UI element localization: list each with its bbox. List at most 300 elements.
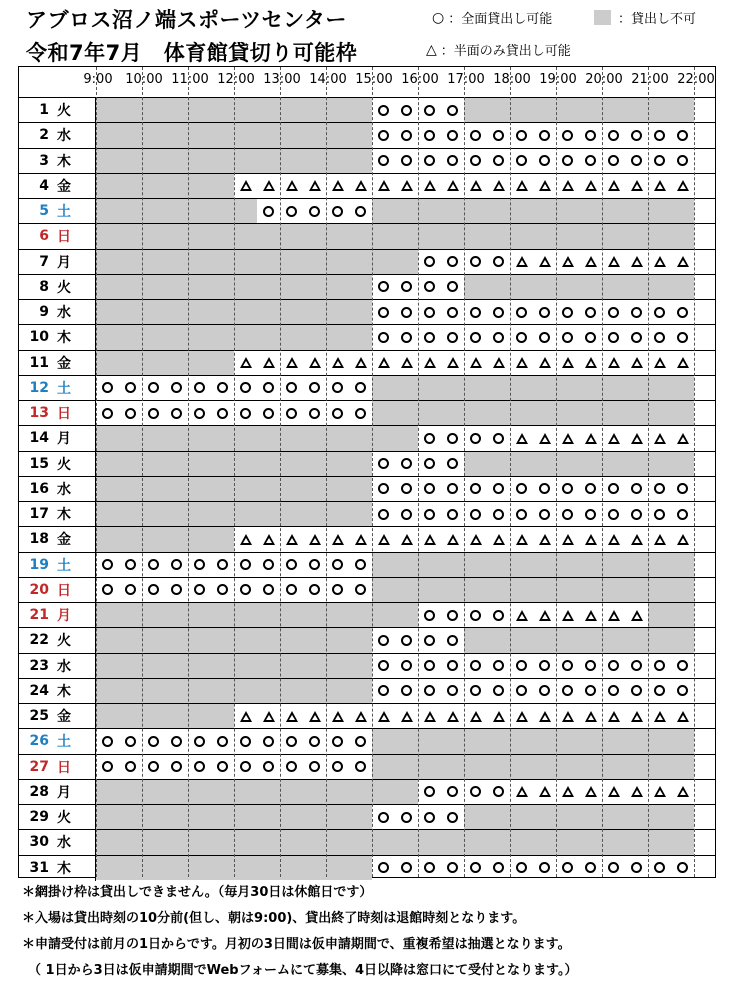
- weekday-label: 火: [57, 633, 71, 650]
- slot-full: [556, 149, 579, 173]
- weekday-label: 金: [57, 709, 71, 726]
- slot-half: [464, 527, 487, 551]
- circle-icon: [401, 483, 412, 494]
- circle-icon: [263, 761, 274, 772]
- slot-half: [533, 704, 556, 728]
- slot-unavailable: [96, 805, 119, 829]
- slot-half: [257, 527, 280, 551]
- slot-full: [188, 578, 211, 602]
- slot-unavailable: [464, 401, 487, 425]
- slot-unavailable: [188, 654, 211, 678]
- circle-icon: [171, 584, 182, 595]
- triangle-icon: [493, 711, 505, 722]
- triangle-icon: [286, 534, 298, 545]
- slot-full: [418, 325, 441, 349]
- circle-icon: [263, 584, 274, 595]
- circle-icon: [401, 862, 412, 873]
- slot-full: [234, 553, 257, 577]
- slot-unavailable: [188, 325, 211, 349]
- slot-unavailable: [533, 452, 556, 476]
- slot-unavailable: [533, 376, 556, 400]
- slot-unavailable: [188, 477, 211, 501]
- slot-unavailable: [211, 199, 234, 223]
- slot-full: [487, 325, 510, 349]
- slot-unavailable: [395, 426, 418, 450]
- circle-icon: [654, 332, 665, 343]
- slot-unavailable: [349, 502, 372, 526]
- slot-unavailable: [96, 830, 119, 854]
- slot-unavailable: [326, 250, 349, 274]
- triangle-icon: [608, 711, 620, 722]
- circle-icon: [493, 256, 504, 267]
- slot-full: [533, 123, 556, 147]
- slot-unavailable: [142, 325, 165, 349]
- slot-unavailable: [165, 477, 188, 501]
- slot-full: [441, 426, 464, 450]
- slot-unavailable: [188, 856, 211, 880]
- slot-unavailable: [326, 452, 349, 476]
- slot-unavailable: [464, 376, 487, 400]
- slot-full: [464, 502, 487, 526]
- circle-icon: [217, 584, 228, 595]
- slot-unavailable: [625, 830, 648, 854]
- slot-half: [648, 704, 671, 728]
- slot-unavailable: [257, 628, 280, 652]
- time-label: 11:00: [171, 72, 209, 87]
- circle-icon: [585, 307, 596, 318]
- slot-unavailable: [211, 830, 234, 854]
- day-row: [19, 224, 715, 249]
- slot-unavailable: [188, 704, 211, 728]
- triangle-icon: [309, 180, 321, 191]
- slot-full: [395, 805, 418, 829]
- slot-full: [188, 376, 211, 400]
- slot-full: [510, 325, 533, 349]
- triangle-icon: [332, 357, 344, 368]
- slot-unavailable: [556, 553, 579, 577]
- slot-full: [372, 300, 395, 324]
- slot-unavailable: [349, 224, 372, 248]
- circle-icon: [332, 584, 343, 595]
- day-label: [19, 174, 96, 198]
- slot-half: [625, 780, 648, 804]
- circle-icon: [378, 509, 389, 520]
- circle-icon: [424, 307, 435, 318]
- slot-unavailable: [349, 325, 372, 349]
- slot-unavailable: [533, 98, 556, 122]
- circle-icon: [470, 307, 481, 318]
- slot-full: [372, 805, 395, 829]
- triangle-icon: [585, 534, 597, 545]
- slot-unavailable: [303, 628, 326, 652]
- circle-icon: [401, 660, 412, 671]
- slot-unavailable: [510, 376, 533, 400]
- circle-icon: [102, 559, 113, 570]
- time-header-row: [19, 67, 715, 98]
- slot-unavailable: [464, 224, 487, 248]
- hour-divider: [418, 67, 419, 877]
- weekday-label: 火: [57, 456, 71, 473]
- circle-icon: [447, 155, 458, 166]
- day-label: [19, 502, 96, 526]
- slot-unavailable: [671, 376, 694, 400]
- slot-unavailable: [556, 376, 579, 400]
- circle-icon: [677, 483, 688, 494]
- circle-icon: [493, 610, 504, 621]
- circle-icon: [401, 458, 412, 469]
- slot-unavailable: [625, 275, 648, 299]
- slot-half: [602, 250, 625, 274]
- slot-full: [211, 578, 234, 602]
- slot-unavailable: [142, 123, 165, 147]
- schedule-title: 令和7年7月 体育館貸切り可能枠: [26, 41, 358, 65]
- day-label: [19, 199, 96, 223]
- slot-unavailable: [142, 654, 165, 678]
- circle-icon: [424, 509, 435, 520]
- slot-unavailable: [211, 325, 234, 349]
- slot-full: [579, 502, 602, 526]
- slot-unavailable: [142, 856, 165, 880]
- slot-unavailable: [510, 578, 533, 602]
- triangle-icon: [309, 711, 321, 722]
- slot-unavailable: [372, 250, 395, 274]
- slot-unavailable: [165, 830, 188, 854]
- slot-half: [510, 603, 533, 627]
- circle-icon: [148, 736, 159, 747]
- slot-unavailable: [556, 275, 579, 299]
- circle-icon: [562, 155, 573, 166]
- slot-half: [372, 351, 395, 375]
- slot-full: [119, 755, 142, 779]
- slot-full: [418, 856, 441, 880]
- slot-unavailable: [556, 224, 579, 248]
- slot-unavailable: [119, 502, 142, 526]
- circle-icon: [401, 155, 412, 166]
- triangle-icon: [608, 357, 620, 368]
- slot-unavailable: [602, 401, 625, 425]
- slot-unavailable: [142, 300, 165, 324]
- slot-half: [625, 527, 648, 551]
- circle-icon: [424, 786, 435, 797]
- slot-unavailable: [395, 250, 418, 274]
- circle-icon: [631, 332, 642, 343]
- circle-icon: [539, 509, 550, 520]
- slot-unavailable: [119, 452, 142, 476]
- triangle-icon: [447, 534, 459, 545]
- slot-unavailable: [96, 452, 119, 476]
- slot-unavailable: [372, 603, 395, 627]
- legend-half-label: ：半面のみ貸出し可能: [440, 44, 571, 59]
- slot-full: [211, 755, 234, 779]
- slot-unavailable: [625, 805, 648, 829]
- legend-unavailable: [594, 8, 696, 27]
- slot-unavailable: [234, 679, 257, 703]
- slot-unavailable: [280, 654, 303, 678]
- slot-full: [211, 401, 234, 425]
- circle-icon: [677, 155, 688, 166]
- weekday-label: 火: [57, 279, 71, 296]
- slot-full: [625, 856, 648, 880]
- circle-icon: [424, 660, 435, 671]
- slot-full: [418, 780, 441, 804]
- circle-icon: [378, 105, 389, 116]
- slot-unavailable: [211, 805, 234, 829]
- circle-icon: [355, 382, 366, 393]
- slot-full: [556, 654, 579, 678]
- slot-unavailable: [487, 98, 510, 122]
- slot-unavailable: [234, 250, 257, 274]
- slot-unavailable: [165, 780, 188, 804]
- slot-unavailable: [556, 805, 579, 829]
- triangle-icon: [516, 357, 528, 368]
- slot-unavailable: [303, 98, 326, 122]
- slot-unavailable: [96, 426, 119, 450]
- day-number: 2: [39, 127, 49, 144]
- day-row: [19, 376, 715, 401]
- slot-full: [372, 98, 395, 122]
- weekday-label: 火: [57, 103, 71, 120]
- circle-icon: [539, 483, 550, 494]
- triangle-icon: [608, 180, 620, 191]
- slot-full: [280, 199, 303, 223]
- slot-unavailable: [119, 856, 142, 880]
- circle-icon: [608, 483, 619, 494]
- slot-unavailable: [188, 351, 211, 375]
- slot-unavailable: [303, 654, 326, 678]
- slot-full: [119, 729, 142, 753]
- slot-unavailable: [96, 603, 119, 627]
- slot-unavailable: [326, 300, 349, 324]
- slot-half: [648, 351, 671, 375]
- circle-icon: [539, 862, 550, 873]
- slot-full: [303, 199, 326, 223]
- slot-unavailable: [533, 199, 556, 223]
- slot-full: [303, 729, 326, 753]
- slot-unavailable: [418, 830, 441, 854]
- triangle-icon: [539, 534, 551, 545]
- slot-unavailable: [372, 224, 395, 248]
- day-row: [19, 325, 715, 350]
- slot-half: [602, 603, 625, 627]
- circle-icon: [309, 206, 320, 217]
- triangle-icon: [608, 610, 620, 621]
- slot-full: [372, 628, 395, 652]
- slot-half: [349, 174, 372, 198]
- slot-full: [96, 729, 119, 753]
- slot-unavailable: [280, 426, 303, 450]
- slot-unavailable: [602, 628, 625, 652]
- slot-full: [142, 553, 165, 577]
- slot-half: [556, 704, 579, 728]
- triangle-icon: [654, 433, 666, 444]
- circle-icon: [493, 332, 504, 343]
- slot-full: [96, 755, 119, 779]
- slot-full: [671, 856, 694, 880]
- slot-unavailable: [326, 856, 349, 880]
- slot-full: [487, 300, 510, 324]
- circle-icon: [286, 382, 297, 393]
- slot-unavailable: [188, 123, 211, 147]
- triangle-icon: [355, 534, 367, 545]
- circle-icon: [378, 332, 389, 343]
- slot-half: [648, 174, 671, 198]
- hour-divider: [280, 67, 281, 877]
- slot-unavailable: [188, 679, 211, 703]
- triangle-icon: [378, 357, 390, 368]
- slot-unavailable: [188, 527, 211, 551]
- slot-full: [418, 300, 441, 324]
- day-number: 27: [29, 758, 49, 775]
- slot-full: [257, 755, 280, 779]
- slot-unavailable: [395, 780, 418, 804]
- slot-unavailable: [625, 376, 648, 400]
- circle-icon: [240, 761, 251, 772]
- slot-half: [234, 527, 257, 551]
- day-number: 13: [29, 405, 49, 422]
- slot-full: [418, 679, 441, 703]
- slot-unavailable: [464, 729, 487, 753]
- slot-full: [326, 553, 349, 577]
- triangle-icon: [654, 357, 666, 368]
- slot-unavailable: [165, 704, 188, 728]
- circle-icon: [355, 206, 366, 217]
- slot-full: [579, 477, 602, 501]
- circle-icon: [194, 382, 205, 393]
- slot-unavailable: [165, 603, 188, 627]
- triangle-icon: [447, 357, 459, 368]
- circle-icon: [171, 408, 182, 419]
- slot-unavailable: [533, 830, 556, 854]
- slot-unavailable: [96, 98, 119, 122]
- circle-icon: [424, 105, 435, 116]
- slot-unavailable: [96, 149, 119, 173]
- day-label: [19, 477, 96, 501]
- day-row: [19, 527, 715, 552]
- circle-icon: [424, 155, 435, 166]
- slot-full: [556, 856, 579, 880]
- availability-table: [18, 66, 716, 878]
- slot-unavailable: [119, 325, 142, 349]
- slot-unavailable: [671, 98, 694, 122]
- slot-unavailable: [234, 275, 257, 299]
- slot-unavailable: [257, 452, 280, 476]
- slot-unavailable: [487, 755, 510, 779]
- slot-full: [671, 325, 694, 349]
- slot-unavailable: [119, 300, 142, 324]
- slot-unavailable: [510, 199, 533, 223]
- slot-unavailable: [395, 729, 418, 753]
- circle-icon: [608, 862, 619, 873]
- slot-unavailable: [142, 679, 165, 703]
- slot-unavailable: [96, 325, 119, 349]
- slot-unavailable: [234, 830, 257, 854]
- weekday-label: 月: [57, 254, 71, 271]
- slot-full: [625, 679, 648, 703]
- slot-half: [257, 351, 280, 375]
- slot-full: [441, 300, 464, 324]
- slot-unavailable: [211, 351, 234, 375]
- slot-unavailable: [96, 628, 119, 652]
- slot-full: [188, 553, 211, 577]
- slot-full: [188, 401, 211, 425]
- slot-unavailable: [96, 856, 119, 880]
- circle-icon: [470, 332, 481, 343]
- triangle-icon: [516, 256, 528, 267]
- slot-unavailable: [280, 477, 303, 501]
- triangle-icon: [263, 711, 275, 722]
- slot-unavailable: [211, 856, 234, 880]
- slot-half: [280, 704, 303, 728]
- slot-unavailable: [234, 149, 257, 173]
- circle-icon: [608, 130, 619, 141]
- slot-unavailable: [395, 830, 418, 854]
- circle-icon: [194, 408, 205, 419]
- slot-unavailable: [188, 426, 211, 450]
- slot-full: [142, 401, 165, 425]
- slot-unavailable: [625, 553, 648, 577]
- circle-icon: [424, 332, 435, 343]
- slot-full: [280, 401, 303, 425]
- slot-full: [326, 401, 349, 425]
- triangle-icon: [654, 256, 666, 267]
- day-row: [19, 174, 715, 199]
- circle-icon: [309, 761, 320, 772]
- circle-icon: [608, 332, 619, 343]
- slot-unavailable: [579, 401, 602, 425]
- day-number: 30: [29, 834, 49, 851]
- slot-full: [372, 856, 395, 880]
- slot-unavailable: [648, 224, 671, 248]
- circle-icon: [332, 408, 343, 419]
- slot-full: [165, 553, 188, 577]
- triangle-icon: [286, 357, 298, 368]
- slot-unavailable: [326, 275, 349, 299]
- circle-icon: [309, 559, 320, 570]
- slot-half: [464, 704, 487, 728]
- slot-unavailable: [119, 704, 142, 728]
- slot-full: [372, 502, 395, 526]
- triangle-icon: [631, 357, 643, 368]
- circle-icon: [378, 307, 389, 318]
- slot-unavailable: [349, 654, 372, 678]
- weekday-label: 金: [57, 178, 71, 195]
- slot-full: [671, 679, 694, 703]
- slot-unavailable: [326, 679, 349, 703]
- circle-icon: [447, 130, 458, 141]
- circle-icon: [286, 761, 297, 772]
- slot-half: [533, 351, 556, 375]
- slot-unavailable: [579, 224, 602, 248]
- slot-unavailable: [119, 351, 142, 375]
- triangle-icon: [470, 711, 482, 722]
- circle-icon: [562, 862, 573, 873]
- slot-unavailable: [579, 376, 602, 400]
- slot-unavailable: [96, 275, 119, 299]
- circle-icon: [424, 458, 435, 469]
- day-row: [19, 628, 715, 653]
- slot-half: [326, 174, 349, 198]
- slot-unavailable: [211, 679, 234, 703]
- day-row: [19, 199, 715, 224]
- circle-icon: [470, 130, 481, 141]
- slot-half: [280, 174, 303, 198]
- circle-icon: [654, 685, 665, 696]
- slot-unavailable: [648, 199, 671, 223]
- day-label: [19, 704, 96, 728]
- slot-full: [487, 654, 510, 678]
- slot-unavailable: [326, 224, 349, 248]
- slot-full: [510, 477, 533, 501]
